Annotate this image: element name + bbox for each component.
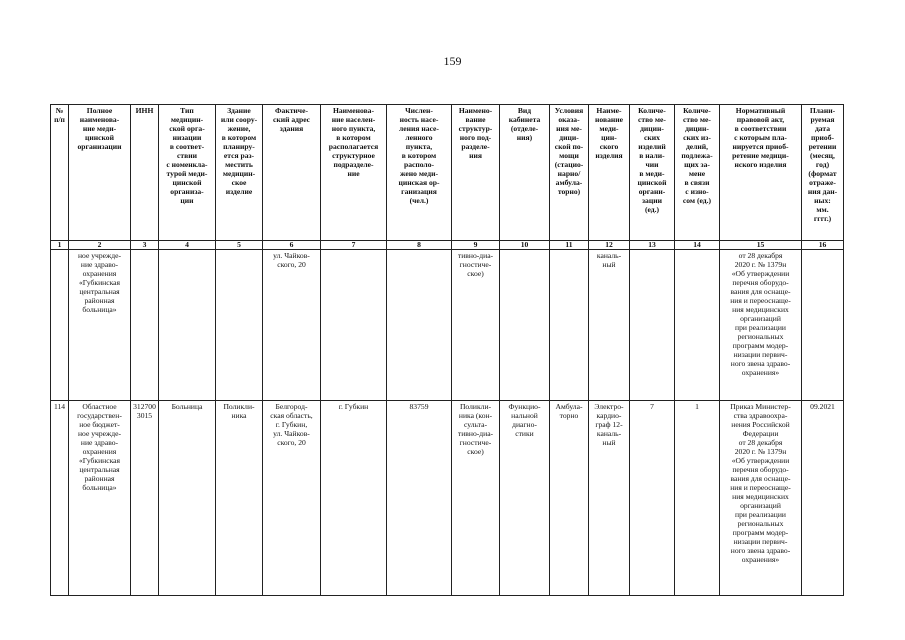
table-row-cell: Функцио- нальной диагно- стики bbox=[500, 401, 550, 596]
header-row-cell: Вид кабинета (отделе- ния) bbox=[500, 105, 550, 241]
table-row-cell: Больница bbox=[159, 401, 216, 596]
table-row-cell bbox=[500, 250, 550, 401]
header-row-cell: № п/п bbox=[51, 105, 69, 241]
table-row-cell bbox=[216, 250, 263, 401]
table-row-cell: 114 bbox=[51, 401, 69, 596]
table-row-cell: каналь- ный bbox=[589, 250, 630, 401]
column-number-row bbox=[51, 241, 844, 250]
column-number-row-cell: 7 bbox=[321, 241, 387, 250]
header-row bbox=[51, 105, 844, 241]
header-row-cell: ИНН bbox=[131, 105, 159, 241]
column-number-row-cell: 12 bbox=[589, 241, 630, 250]
column-number-row-cell: 2 bbox=[69, 241, 131, 250]
header-row-cell: Количе- ство ме- дицин- ских изделий в нали- чии в меди- цинской органи- зации (ед.) bbox=[630, 105, 675, 241]
column-number-row-cell: 10 bbox=[500, 241, 550, 250]
header-row-cell: Полное наименова- ние меди- цинской организации bbox=[69, 105, 131, 241]
table-row-cell bbox=[159, 250, 216, 401]
column-number-row-cell: 5 bbox=[216, 241, 263, 250]
table-row-cell: от 28 декабря 2020 г. № 1379н «Об утверждении перечня оборудо- вания для оснаще- ния и переоснаще- ния медицинских организаций при реализации региональных программ модер- низации первич- ного звена здраво- охранения» bbox=[720, 250, 802, 401]
column-number-row-cell: 15 bbox=[720, 241, 802, 250]
header-row-cell: Количе- ство ме- дицин- ских из- делий, подлежа- щих за- мене в связи с изно- сом (ед.) bbox=[675, 105, 720, 241]
column-number-row-cell: 9 bbox=[452, 241, 500, 250]
header-row-cell: Наиме- нование меди- цин- ского изделия bbox=[589, 105, 630, 241]
column-number-row-cell: 13 bbox=[630, 241, 675, 250]
page-number: 159 bbox=[443, 54, 462, 68]
table-row-cell: ул. Чайков- ского, 20 bbox=[263, 250, 321, 401]
column-number-row-cell: 11 bbox=[550, 241, 589, 250]
column-number-row-cell: 1 bbox=[51, 241, 69, 250]
table-row-cell bbox=[630, 250, 675, 401]
table-row-cell bbox=[387, 250, 452, 401]
column-number-row-cell: 14 bbox=[675, 241, 720, 250]
column-number-row-cell: 4 bbox=[159, 241, 216, 250]
table-row-cell: тивно-диа- гностиче- ское) bbox=[452, 250, 500, 401]
header-row-cell: Нормативный правовой акт, в соответствии с которым пла- нируется приоб- ретение медици- нского изделия bbox=[720, 105, 802, 241]
table-row-cell: ное учрежде- ние здраво- охранения «Губкинская центральная районная больница» bbox=[69, 250, 131, 401]
table-row-cell: 1 bbox=[675, 401, 720, 596]
table-row-cell: Амбула- торно bbox=[550, 401, 589, 596]
header-row-cell: Фактиче- ский адрес здания bbox=[263, 105, 321, 241]
table-row bbox=[51, 401, 844, 596]
column-number-row-cell: 3 bbox=[131, 241, 159, 250]
table-row-cell bbox=[675, 250, 720, 401]
table-row-cell bbox=[802, 250, 844, 401]
table-body bbox=[51, 105, 844, 596]
column-number-row-cell: 6 bbox=[263, 241, 321, 250]
table-row-cell: Поликли- ника bbox=[216, 401, 263, 596]
header-row-cell: Условия оказа- ния ме- дици- ской по- мощи (стацио- нарно/ амбула- торно) bbox=[550, 105, 589, 241]
header-row-cell: Наименова- ние населен- ного пункта, в котором располагается структурное подразделе- ние bbox=[321, 105, 387, 241]
header-row-cell: Здание или соору- жение, в котором планиру- ется раз- местить медицин- ское изделие bbox=[216, 105, 263, 241]
table-row-cell: 09.2021 bbox=[802, 401, 844, 596]
table-row-cell: 312700 3015 bbox=[131, 401, 159, 596]
table-row-cell: Белгород- ская область, г. Губкин, ул. Чайков- ского, 20 bbox=[263, 401, 321, 596]
table-row-cell: 7 bbox=[630, 401, 675, 596]
table-row-cell: Электро- кардио- граф 12- каналь- ный bbox=[589, 401, 630, 596]
header-row-cell: Наимено- вание структур- ного под- разделе- ния bbox=[452, 105, 500, 241]
table-row-cell bbox=[550, 250, 589, 401]
table-row-cell: г. Губкин bbox=[321, 401, 387, 596]
header-row-cell: Числен- ность насе- ления насе- ленного пункта, в котором располо- жено меди- цинская ор- ганизация (чел.) bbox=[387, 105, 452, 241]
column-number-row-cell: 16 bbox=[802, 241, 844, 250]
table-row-cell: 83759 bbox=[387, 401, 452, 596]
table-row-cell: Поликли- ника (кон- сульта- тивно-диа- гностиче- ское) bbox=[452, 401, 500, 596]
column-number-row-cell: 8 bbox=[387, 241, 452, 250]
table-row-cell bbox=[51, 250, 69, 401]
table-row-cell bbox=[321, 250, 387, 401]
table-row-cell: Областное государствен- ное бюджет- ное учрежде- ние здраво- охранения «Губкинская центральная районная больница» bbox=[69, 401, 131, 596]
table-row-cell bbox=[131, 250, 159, 401]
table-row-cell: Приказ Министер- ства здравоохра- нения Российской Федерации от 28 декабря 2020 г. № 1379н «Об утверждении перечня оборудо- вания для оснаще- ния и переоснаще- ния медицинских организаций при реализации региональных программ модер- низации первич- ного звена здраво- охранения» bbox=[720, 401, 802, 596]
header-row-cell: Тип медицин- ской орга- низации в соответ- ствии с номенкла- турой меди- цинской организа- ции bbox=[159, 105, 216, 241]
header-row-cell: Плани- руемая дата приоб- ретении (месяц, год) (формат отраже- ния дан- ных: мм. гггг.) bbox=[802, 105, 844, 241]
equipment-table bbox=[50, 104, 844, 596]
table-row bbox=[51, 250, 844, 401]
